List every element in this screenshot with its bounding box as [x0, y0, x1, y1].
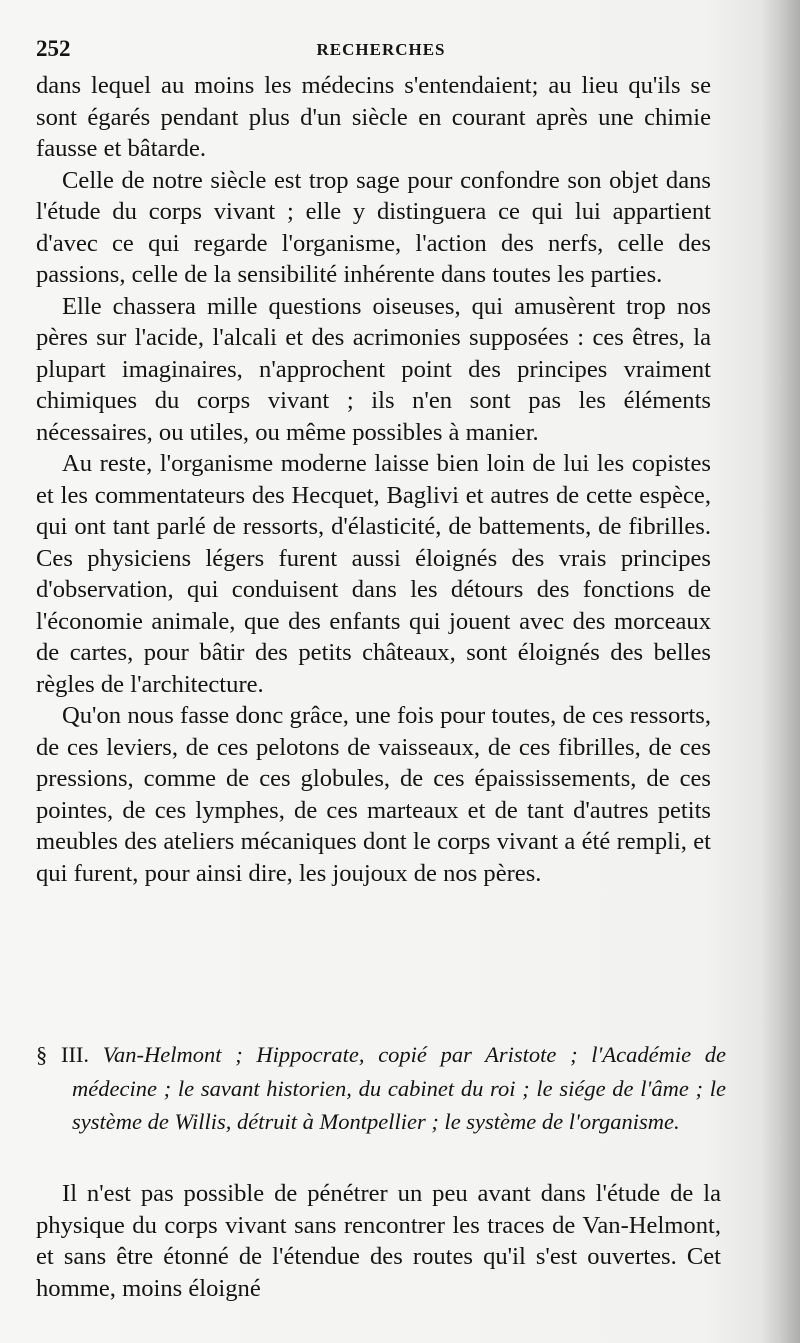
section-number: § III. [36, 1042, 90, 1067]
paragraph: Celle de notre siècle est trop sage pour confondre son objet dans l'étude du corps vivant ; elle y distinguera ce qui lui appartient d'avec ce qui regarde l'organisme, l'action des nerfs, celle des passions, celle de la sensibilité inhérente dans toutes les parties. [36, 166, 711, 288]
paragraph: Il n'est pas possible de pénétrer un peu avant dans l'étude de la physique du corps vivant sans rencontrer les traces de Van-Helmont, et sans être étonné de l'étendue des routes qu'il s'est ouvertes. Cet homme, moins éloigné [36, 1180, 721, 1302]
section-title: Van-Helmont ; Hippocrate, copié par Aristote ; l'Académie de médecine ; le savant historien, du cabinet du roi ; le siége de l'âme ; le système de Willis, détruit à Montpellier ; le système de l'organisme. [72, 1042, 726, 1134]
section-heading [36, 1038, 726, 1139]
running-head: RECHERCHES [316, 40, 446, 59]
body-text-continued [36, 1178, 721, 1304]
paragraph: Qu'on nous fasse donc grâce, une fois pour toutes, de ces ressorts, de ces leviers, de ces pelotons de vaisseaux, de ces fibrilles, de ces pressions, comme de ces globules, de ces épaississements, de ces pointes, de ces lymphes, de ces marteaux et de tant d'autres petits meubles des ateliers mécaniques dont le corps vivant a été rempli, et qui furent, pour ainsi dire, les joujoux de nos pères. [36, 702, 711, 887]
paragraph-continuation: dans lequel au moins les médecins s'entendaient; au lieu qu'ils se sont égarés pendant plus d'un siècle en courant après une chimie fausse et bâtarde. [36, 72, 711, 162]
paragraph: Au reste, l'organisme moderne laisse bien loin de lui les copistes et les commentateurs des Hecquet, Baglivi et autres de cette espèce, qui ont tant parlé de ressorts, d'élasticité, de battements, de fibrilles. Ces physiciens légers furent aussi éloignés des vrais principes d'observation, qui conduisent dans les détours des fonctions de l'économie animale, que des enfants qui jouent avec des morceaux de cartes, pour bâtir des petits châteaux, sont éloignés des belles règles de l'architecture. [36, 450, 711, 698]
page-header [36, 36, 726, 66]
section-heading-block [36, 1038, 726, 1139]
page-number: 252 [36, 36, 71, 61]
page-gutter-shadow [760, 0, 800, 1343]
body-text [36, 70, 711, 889]
paragraph: Elle chassera mille questions oiseuses, qui amusèrent trop nos pères sur l'acide, l'alcali et des acrimonies supposées : ces êtres, la plupart imaginaires, n'approchent point des principes vraiment chimiques du corps vivant ; ils n'en sont pas les éléments nécessaires, ou utiles, ou même possibles à manier. [36, 292, 711, 446]
